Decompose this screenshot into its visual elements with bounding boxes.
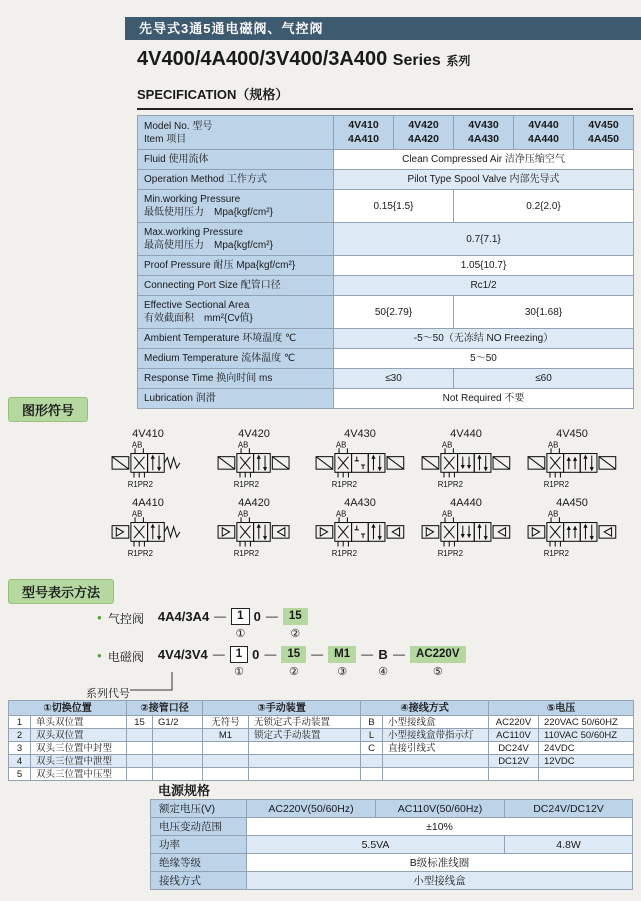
- section-label-graphic-symbols: 图形符号: [8, 397, 88, 422]
- code-segment: [410, 646, 465, 679]
- valve-symbol-cell: [110, 497, 185, 558]
- spec-row-label-line: Medium Temperature 流体温度 ℃: [144, 353, 296, 365]
- valve-symbol-cell: [420, 428, 512, 489]
- valve-symbol-drawing: [526, 510, 618, 558]
- title-main: 4V400/4A400/3V400/3A400: [137, 48, 388, 70]
- selection-cell: [127, 729, 153, 742]
- selection-cell: AC110V: [489, 729, 539, 742]
- circle-number: ⑤: [432, 666, 443, 678]
- selection-cell: [249, 755, 361, 768]
- svg-text:AB: AB: [442, 441, 453, 450]
- svg-text:R1PR2: R1PR2: [331, 479, 358, 489]
- selection-cell: [153, 742, 203, 755]
- spec-row-label: [138, 349, 334, 369]
- valve-symbol-cell: [314, 497, 406, 558]
- selection-cell: G1/2: [153, 716, 203, 729]
- valve-model-label: 4A450: [556, 497, 588, 509]
- spec-row-label: [138, 369, 334, 389]
- spec-value: 0.7{7.1}: [334, 223, 634, 256]
- valve-symbol-cell: [110, 428, 185, 489]
- selection-cell: 24VDC: [539, 742, 634, 755]
- spec-value: 0.2{2.0}: [454, 190, 634, 223]
- selection-cell: [361, 768, 383, 781]
- section-label-model-designation: 型号表示方法: [8, 579, 114, 604]
- selection-cell: 4: [9, 755, 31, 768]
- bullet-icon: ●: [97, 651, 102, 660]
- selection-cell: [153, 768, 203, 781]
- code-segment: [360, 646, 374, 679]
- valve-model-label: 4V410: [132, 428, 164, 440]
- svg-text:R1PR2: R1PR2: [437, 479, 464, 489]
- code-segment: [158, 608, 209, 641]
- selection-cell: B: [361, 716, 383, 729]
- spec-value: ≤30: [334, 369, 454, 389]
- code-segment: [230, 646, 248, 679]
- selection-group-header: ③手动装置: [203, 701, 361, 716]
- spec-row-label-line: Lubrication 润滑: [144, 393, 216, 405]
- spec-corner-model-label: Model No. 型号: [144, 120, 213, 132]
- selection-cell: M1: [203, 729, 249, 742]
- valve-symbol-cell: [420, 497, 512, 558]
- selection-cell: 220VAC 50/60HZ: [539, 716, 634, 729]
- series-code-note: 系列代号: [86, 688, 130, 700]
- svg-text:AB: AB: [336, 510, 347, 519]
- svg-text:AB: AB: [238, 441, 249, 450]
- spec-row-label: [138, 256, 334, 276]
- valve-model-label: 4V430: [344, 428, 376, 440]
- model-number: 4V430: [468, 119, 499, 131]
- model-column-header: [394, 116, 454, 150]
- model-code-block: [95, 608, 635, 684]
- circle-number: ④: [378, 666, 389, 678]
- model-number: 4A440: [528, 132, 559, 145]
- valve-symbol-drawing: [216, 441, 291, 489]
- model-code-line: [95, 608, 635, 641]
- valve-symbol-drawing: [420, 510, 512, 558]
- power-row-label: 接线方式: [151, 872, 247, 890]
- spec-row-label: [138, 190, 334, 223]
- valve-model-label: 4A410: [132, 497, 164, 509]
- valve-symbol-cell: [526, 497, 618, 558]
- title-series-cn: 系列: [446, 54, 471, 68]
- selection-cell: 双头双位置: [31, 729, 127, 742]
- spec-row-label-line: 有效截面积 mm²{Cv值}: [144, 313, 253, 325]
- spec-row-label: [138, 389, 334, 409]
- valve-symbol-drawing: [420, 441, 512, 489]
- selection-cell: 锁定式手动装置: [249, 729, 361, 742]
- specification-heading: SPECIFICATION（规格）: [137, 84, 633, 110]
- valve-symbol-drawing: [110, 510, 185, 558]
- power-spec-table: [150, 799, 633, 890]
- code-part: 4A4/3A4: [157, 609, 210, 624]
- selection-cell: 2: [9, 729, 31, 742]
- svg-text:R1PR2: R1PR2: [128, 479, 154, 489]
- code-part: 0: [253, 609, 261, 624]
- title-series-en: Series: [392, 52, 441, 69]
- spec-value: -5～50（无冻结 NO Freezing）: [334, 329, 634, 349]
- code-segment: [212, 646, 226, 679]
- power-row-label: 功率: [151, 836, 247, 854]
- selection-group-header: ①切换位置: [9, 701, 127, 716]
- selection-cell: [127, 768, 153, 781]
- code-part: —: [311, 647, 324, 661]
- selection-table: [8, 700, 634, 781]
- selection-cell: 1: [9, 716, 31, 729]
- selection-cell: 直接引线式: [383, 742, 489, 755]
- selection-cell: [539, 768, 634, 781]
- selection-cell: [153, 729, 203, 742]
- code-segment: [265, 608, 279, 641]
- circle-number: ①: [235, 628, 246, 640]
- selection-cell: [127, 742, 153, 755]
- code-part: B: [378, 647, 388, 662]
- selection-cell: [203, 768, 249, 781]
- svg-text:R1PR2: R1PR2: [543, 479, 570, 489]
- code-part: 15: [283, 608, 308, 625]
- svg-text:AB: AB: [548, 510, 559, 519]
- code-part: —: [393, 647, 406, 661]
- selection-cell: 小型接线盒带指示灯: [383, 729, 489, 742]
- power-value: 5.5VA: [247, 836, 505, 854]
- top-banner-text: 先导式3通5通电磁阀、气控阀: [139, 21, 324, 36]
- model-number: 4A410: [348, 132, 379, 145]
- valve-model-label: 4A420: [238, 497, 270, 509]
- svg-text:AB: AB: [336, 441, 347, 450]
- model-number: 4A430: [468, 132, 499, 145]
- valve-symbol-drawing: [526, 441, 618, 489]
- selection-cell: 12VDC: [539, 755, 634, 768]
- page-title: [137, 48, 470, 71]
- power-spec-heading: 电源规格: [158, 783, 211, 798]
- model-number: 4A450: [588, 132, 619, 145]
- svg-text:R1PR2: R1PR2: [437, 548, 464, 558]
- selection-cell: DC12V: [489, 755, 539, 768]
- spec-value: Pilot Type Spool Valve 内部先导式: [334, 170, 634, 190]
- spec-row-label-line: Max.working Pressure: [144, 227, 243, 239]
- power-row-label: 电压变动范围: [151, 818, 247, 836]
- code-segment: [231, 608, 249, 641]
- selection-cell: 15: [127, 716, 153, 729]
- selection-cell: 双头三位置中压型: [31, 768, 127, 781]
- selection-cell: [127, 755, 153, 768]
- circle-number: ②: [290, 628, 301, 640]
- power-row-label: 额定电压(V): [151, 800, 247, 818]
- selection-cell: DC24V: [489, 742, 539, 755]
- code-part: —: [265, 609, 278, 623]
- valve-model-label: 4V440: [450, 428, 482, 440]
- code-part: —: [212, 647, 225, 661]
- selection-cell: [489, 768, 539, 781]
- code-part: 15: [281, 646, 306, 663]
- svg-text:R1PR2: R1PR2: [331, 548, 358, 558]
- code-part: M1: [328, 646, 356, 663]
- valve-symbol-drawing: [314, 510, 406, 558]
- spec-row-label: [138, 296, 334, 329]
- code-part: 1: [231, 608, 249, 625]
- code-segment: [281, 646, 306, 679]
- code-segment: [378, 646, 388, 679]
- valve-model-label: 4A440: [450, 497, 482, 509]
- spec-value: 5～50: [334, 349, 634, 369]
- power-value: DC24V/DC12V: [505, 800, 633, 818]
- category-label: 气控阀: [107, 612, 144, 626]
- model-code-line: [95, 646, 635, 679]
- spec-value: 1.05{10.7}: [334, 256, 634, 276]
- spec-row-label-line: 最高使用压力 Mpa{kgf/cm²}: [144, 240, 273, 252]
- valve-symbol-cell: [216, 497, 291, 558]
- selection-cell: 3: [9, 742, 31, 755]
- selection-cell: 双头三位置中封型: [31, 742, 127, 755]
- valve-symbol-drawing: [314, 441, 406, 489]
- valve-symbol-cell: [526, 428, 618, 489]
- svg-text:AB: AB: [548, 441, 559, 450]
- selection-cell: 无锁定式手动装置: [249, 716, 361, 729]
- selection-cell: AC220V: [489, 716, 539, 729]
- svg-text:AB: AB: [132, 441, 143, 450]
- spec-row-label: [138, 170, 334, 190]
- selection-group-header: ⑤电压: [489, 701, 634, 716]
- bullet-icon: ●: [97, 613, 102, 622]
- code-segment: [392, 646, 406, 679]
- valve-model-label: 4V450: [556, 428, 588, 440]
- code-part: AC220V: [410, 646, 465, 663]
- model-number: 4V440: [528, 119, 559, 131]
- valve-symbol-cell: [216, 428, 291, 489]
- power-value: 小型接线盒: [247, 872, 633, 890]
- spec-row-label-line: Ambient Temperature 环境温度 ℃: [144, 333, 297, 345]
- series-pointer-line: [128, 670, 176, 696]
- svg-text:R1PR2: R1PR2: [543, 548, 570, 558]
- code-segment: [263, 646, 277, 679]
- power-row-label: 绝缘等级: [151, 854, 247, 872]
- code-part: 0: [252, 647, 260, 662]
- top-banner: [125, 17, 641, 40]
- svg-text:AB: AB: [442, 510, 453, 519]
- valve-symbols-grid: [95, 428, 635, 558]
- power-value: AC220V(50/60Hz): [247, 800, 376, 818]
- spec-corner-header: [138, 116, 334, 150]
- power-value: AC110V(50/60Hz): [376, 800, 505, 818]
- spec-value: 50{2.79}: [334, 296, 454, 329]
- spec-row-label: [138, 150, 334, 170]
- code-part: —: [361, 647, 374, 661]
- power-value: 4.8W: [505, 836, 633, 854]
- spec-row-label: [138, 329, 334, 349]
- svg-text:AB: AB: [132, 510, 143, 519]
- valve-model-label: 4A430: [344, 497, 376, 509]
- selection-cell: [361, 755, 383, 768]
- selection-cell: 单头双位置: [31, 716, 127, 729]
- model-number: 4V420: [408, 119, 439, 131]
- code-segment: [283, 608, 308, 641]
- spec-value: 0.15{1.5}: [334, 190, 454, 223]
- valve-symbol-cell: [314, 428, 406, 489]
- spec-corner-item-label: Item 项目: [144, 133, 187, 145]
- selection-cell: 双头三位置中泄型: [31, 755, 127, 768]
- spec-row-label: [138, 223, 334, 256]
- selection-cell: 无符号: [203, 716, 249, 729]
- svg-text:R1PR2: R1PR2: [128, 548, 154, 558]
- spec-row-label-line: Effective Sectional Area: [144, 300, 250, 312]
- selection-cell: 5: [9, 768, 31, 781]
- code-part: 4V4/3V4: [157, 647, 208, 662]
- spec-row-label: [138, 276, 334, 296]
- spec-row-label-line: 最低使用压力 Mpa{kgf/cm²}: [144, 207, 273, 219]
- code-part: —: [264, 647, 277, 661]
- circle-number: ③: [337, 666, 348, 678]
- selection-cell: [383, 755, 489, 768]
- spec-table: [137, 115, 634, 409]
- code-part: 1: [230, 646, 248, 663]
- selection-cell: [153, 755, 203, 768]
- model-number: 4V410: [348, 119, 379, 131]
- code-segment: [310, 646, 324, 679]
- model-number: 4A420: [408, 132, 439, 145]
- code-segment: [213, 608, 227, 641]
- selection-cell: 小型接线盒: [383, 716, 489, 729]
- svg-text:R1PR2: R1PR2: [234, 479, 260, 489]
- code-segment: [252, 646, 259, 679]
- model-column-header: [574, 116, 634, 150]
- spec-row-label-line: Min.working Pressure: [144, 194, 241, 206]
- selection-cell: [249, 742, 361, 755]
- spec-row-label-line: Response Time 换向时间 ms: [144, 373, 273, 385]
- selection-cell: C: [361, 742, 383, 755]
- circle-number: ①: [234, 666, 244, 678]
- valve-symbol-drawing: [216, 510, 291, 558]
- spec-row-label-line: Fluid 使用流体: [144, 154, 209, 166]
- spec-value: Clean Compressed Air 洁净压缩空气: [334, 150, 634, 170]
- valve-symbol-drawing: [110, 441, 185, 489]
- model-column-header: [334, 116, 394, 150]
- selection-cell: [203, 742, 249, 755]
- model-number: 4V450: [588, 119, 619, 131]
- model-column-header: [514, 116, 574, 150]
- code-segment: [254, 608, 261, 641]
- svg-text:AB: AB: [238, 510, 249, 519]
- selection-cell: L: [361, 729, 383, 742]
- spec-row-label-line: Operation Method 工作方式: [144, 174, 267, 186]
- spec-value: ≤60: [454, 369, 634, 389]
- code-part: —: [214, 609, 227, 623]
- spec-row-label-line: Proof Pressure 耐压 Mpa{kgf/cm²}: [144, 260, 296, 272]
- selection-cell: 110VAC 50/60HZ: [539, 729, 634, 742]
- power-value: B级标准线圈: [247, 854, 633, 872]
- valve-model-label: 4V420: [238, 428, 270, 440]
- spec-value: Rc1/2: [334, 276, 634, 296]
- category-label: 电磁阀: [107, 650, 144, 664]
- spec-value: Not Required 不要: [334, 389, 634, 409]
- selection-group-header: ②接管口径: [127, 701, 203, 716]
- selection-cell: [249, 768, 361, 781]
- model-column-header: [454, 116, 514, 150]
- svg-text:R1PR2: R1PR2: [234, 548, 260, 558]
- selection-cell: [203, 755, 249, 768]
- power-value: ±10%: [247, 818, 633, 836]
- spec-value: 30{1.68}: [454, 296, 634, 329]
- selection-group-header: ④接线方式: [361, 701, 489, 716]
- spec-row-label-line: Connecting Port Size 配管口径: [144, 280, 281, 292]
- code-segment: [328, 646, 356, 679]
- selection-cell: [383, 768, 489, 781]
- circle-number: ②: [288, 666, 299, 678]
